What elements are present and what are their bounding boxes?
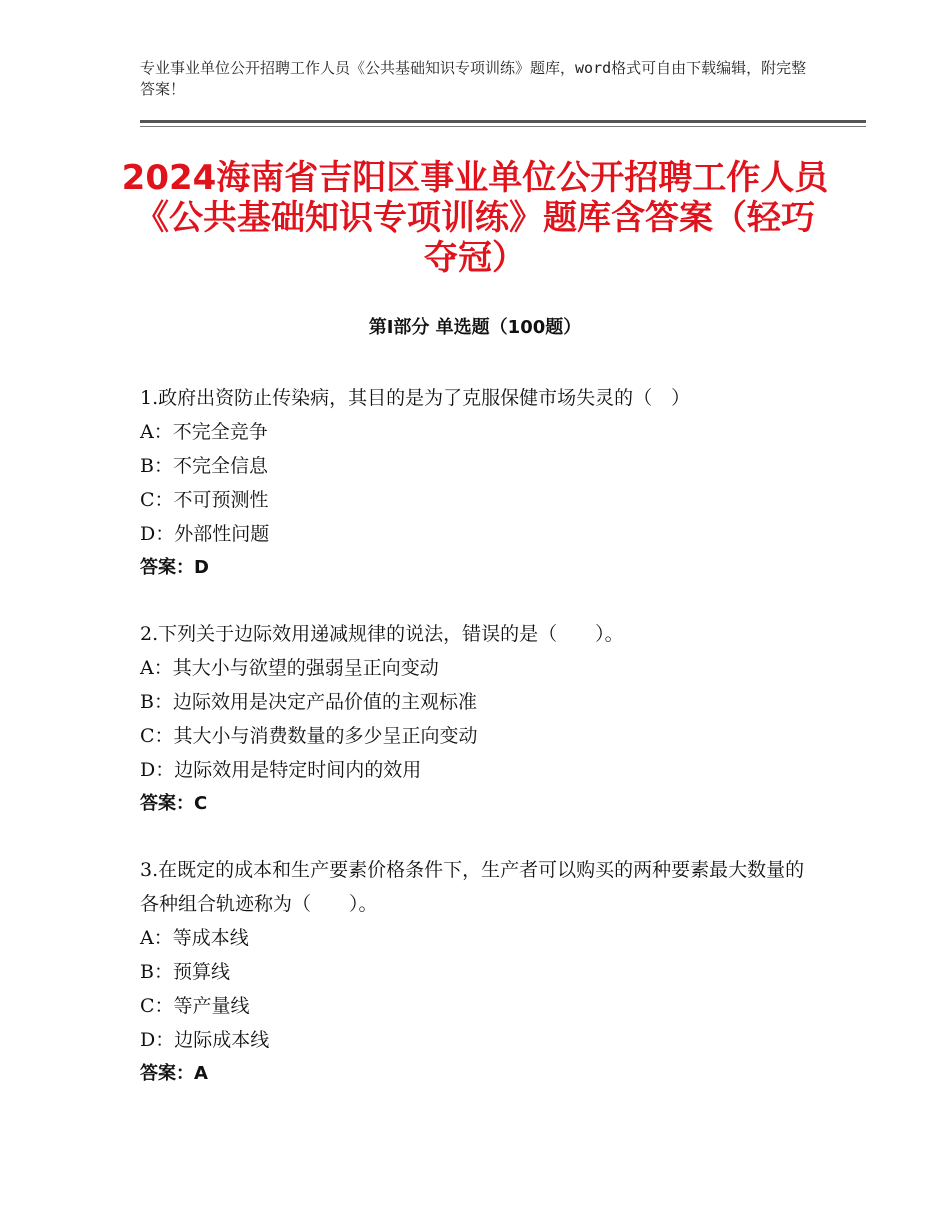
question-item bbox=[140, 617, 820, 821]
option-d: D：边际成本线 bbox=[140, 1029, 270, 1051]
option-a: A：其大小与欲望的强弱呈正向变动 bbox=[140, 657, 439, 679]
question-item bbox=[140, 853, 820, 1091]
option-d: D：外部性问题 bbox=[140, 523, 270, 545]
header-note: 专业事业单位公开招聘工作人员《公共基础知识专项训练》题库，word格式可自由下载编辑，附完整答案！ bbox=[140, 59, 807, 98]
answer-line: 答案：D bbox=[140, 557, 209, 578]
document-title: 2024海南省吉阳区事业单位公开招聘工作人员《公共基础知识专项训练》题库含答案（轻巧夺冠） bbox=[121, 158, 829, 278]
header-divider-thick bbox=[140, 120, 866, 123]
option-b: B：边际效用是决定产品价值的主观标准 bbox=[140, 691, 477, 713]
answer-line: 答案：C bbox=[140, 793, 208, 814]
option-c: C：等产量线 bbox=[140, 995, 250, 1017]
question-item bbox=[140, 381, 820, 585]
question-text: 1.政府出资防止传染病，其目的是为了克服保健市场失灵的（ ） bbox=[140, 387, 691, 409]
question-text: 3.在既定的成本和生产要素价格条件下，生产者可以购买的两种要素最大数量的各种组合轨迹称为（ ）。 bbox=[140, 859, 805, 915]
answer-line: 答案：A bbox=[140, 1063, 208, 1084]
option-b: B：预算线 bbox=[140, 961, 230, 983]
option-b: B：不完全信息 bbox=[140, 455, 268, 477]
header-divider-thin bbox=[140, 126, 866, 127]
option-c: C：不可预测性 bbox=[140, 489, 269, 511]
option-a: A：不完全竞争 bbox=[140, 421, 268, 443]
option-a: A：等成本线 bbox=[140, 927, 249, 949]
section-heading: 第Ⅰ部分 单选题（100题） bbox=[368, 317, 582, 338]
question-list bbox=[140, 381, 820, 1123]
option-d: D：边际效用是特定时间内的效用 bbox=[140, 759, 422, 781]
question-text: 2.下列关于边际效用递减规律的说法，错误的是（ ）。 bbox=[140, 623, 624, 645]
option-c: C：其大小与消费数量的多少呈正向变动 bbox=[140, 725, 478, 747]
